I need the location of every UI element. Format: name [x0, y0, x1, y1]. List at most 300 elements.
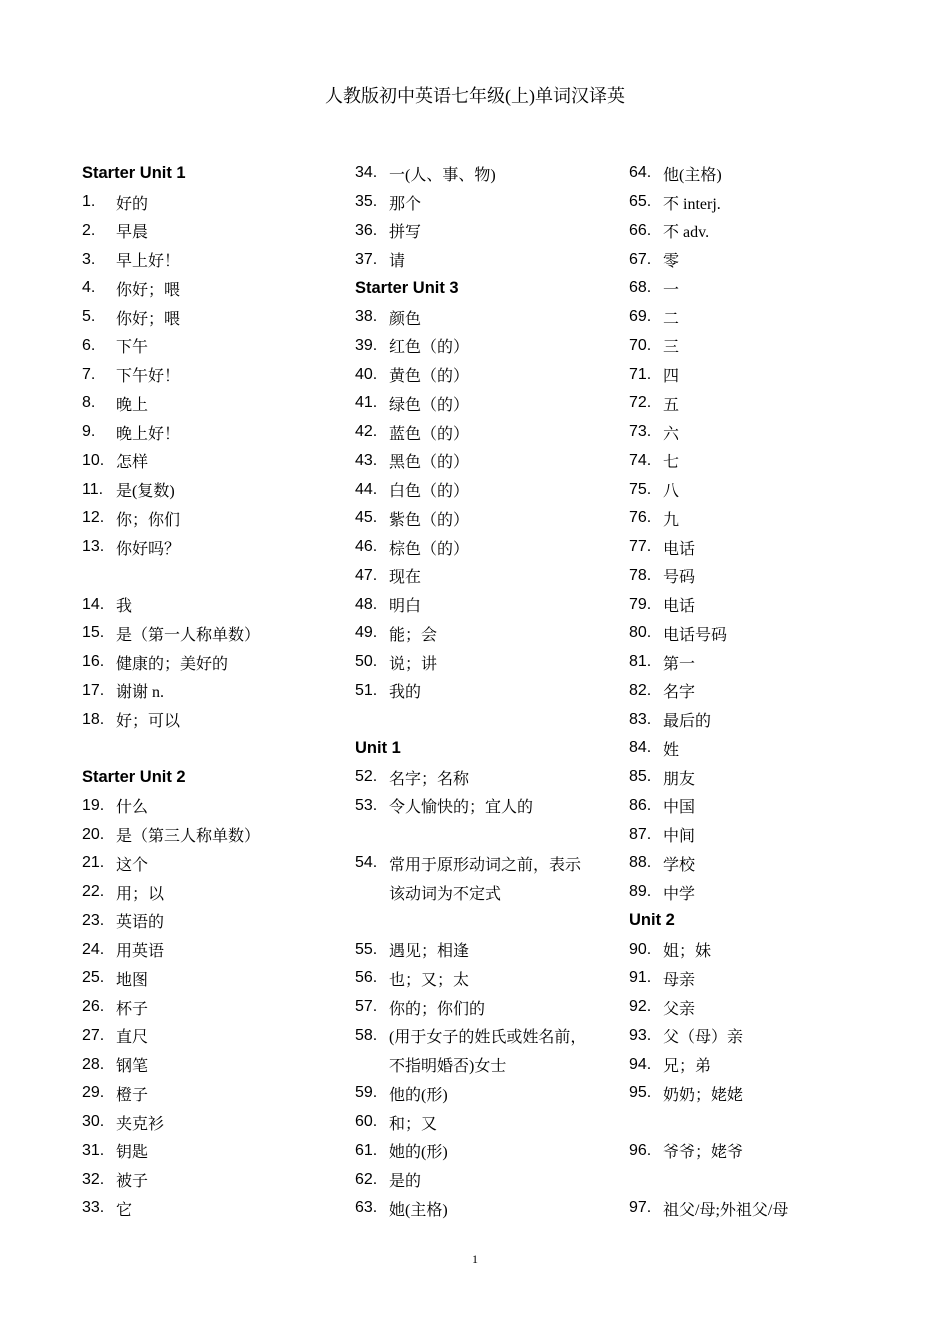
vocab-item [82, 1137, 344, 1166]
vocab-item [82, 274, 344, 303]
vocab-item [629, 734, 891, 763]
item-text: 爷爷；姥爷 [663, 1144, 744, 1162]
item-number: 68. [629, 279, 652, 297]
item-text: 英语的 [116, 914, 165, 932]
blank-line [82, 734, 344, 763]
vocab-item [355, 964, 617, 993]
vocab-item [82, 188, 344, 217]
item-text: 怎样 [116, 454, 149, 472]
item-text: 那个 [389, 195, 422, 213]
item-text: 不 adv. [663, 224, 710, 242]
vocab-item [629, 217, 891, 246]
item-number: 41. [355, 394, 378, 412]
item-number: 55. [355, 940, 378, 958]
item-number: 7. [82, 365, 96, 383]
vocab-item [82, 849, 344, 878]
column-3 [629, 159, 891, 1223]
item-number: 94. [629, 1055, 652, 1073]
item-number: 62. [355, 1170, 378, 1188]
item-text: 该动词为不定式 [389, 885, 502, 903]
item-number: 92. [629, 998, 652, 1016]
item-text: 你；你们 [116, 511, 181, 529]
item-number: 43. [355, 451, 378, 469]
vocab-item [629, 993, 891, 1022]
item-text: 是（第一人称单数） [116, 626, 261, 644]
item-number: 74. [629, 451, 652, 469]
item-number: 32. [82, 1170, 105, 1188]
item-number: 75. [629, 480, 652, 498]
item-number: 80. [629, 624, 652, 642]
item-number: 52. [355, 768, 378, 786]
vocab-item [355, 389, 617, 418]
item-text: 早晨 [116, 224, 149, 242]
item-number: 64. [629, 164, 652, 182]
item-number: 86. [629, 796, 652, 814]
item-text: 八 [663, 483, 680, 501]
item-text: 蓝色（的） [389, 425, 470, 443]
vocab-item [355, 533, 617, 562]
item-text: 你好；喂 [116, 310, 181, 328]
item-number: 66. [629, 221, 652, 239]
vocab-item [629, 332, 891, 361]
blank-line [629, 1108, 891, 1137]
item-text: 奶奶；姥姥 [663, 1086, 744, 1104]
item-text: 母亲 [663, 971, 696, 989]
item-number: 78. [629, 566, 652, 584]
section-heading: Starter Unit 3 [355, 278, 459, 297]
item-number: 90. [629, 940, 652, 958]
vocab-item [629, 648, 891, 677]
document-title: 人教版初中英语七年级(上)单词汉译英 [325, 86, 625, 106]
item-text: 健康的；美好的 [116, 655, 229, 673]
item-text: 黑色（的） [389, 454, 470, 472]
item-number: 61. [355, 1141, 378, 1159]
item-text: 是的 [389, 1173, 422, 1191]
page-number: 1 [472, 1252, 478, 1266]
item-number: 37. [355, 250, 378, 268]
item-text: 电话 [663, 598, 696, 616]
vocab-item [629, 274, 891, 303]
vocab-item [629, 533, 891, 562]
item-number: 42. [355, 423, 378, 441]
vocab-item [82, 878, 344, 907]
vocab-item [629, 303, 891, 332]
item-text: 电话 [663, 540, 696, 558]
item-text: 下午 [116, 339, 149, 357]
item-text: 不 interj. [663, 195, 721, 213]
item-text: 电话号码 [663, 626, 728, 644]
vocab-item [355, 562, 617, 591]
vocab-item [82, 964, 344, 993]
vocab-item [82, 677, 344, 706]
vocab-item [82, 907, 344, 936]
item-text: 拼写 [389, 224, 422, 242]
item-number: 6. [82, 336, 96, 354]
item-number: 67. [629, 250, 652, 268]
vocab-item [355, 418, 617, 447]
item-number: 22. [82, 883, 105, 901]
item-number: 53. [355, 796, 378, 814]
item-number: 40. [355, 365, 378, 383]
item-text: 不指明婚否)女士 [389, 1058, 507, 1076]
item-text: 谢谢 n. [116, 684, 165, 702]
item-text: 用英语 [116, 943, 165, 961]
item-number: 47. [355, 566, 378, 584]
vocab-item [355, 792, 617, 821]
item-text: 红色（的） [389, 339, 470, 357]
item-text: 一(人、事、物) [389, 166, 496, 184]
vocab-item [82, 792, 344, 821]
column-2 [355, 159, 617, 1223]
item-number: 56. [355, 969, 378, 987]
vocab-item [82, 504, 344, 533]
item-text: 这个 [116, 856, 149, 874]
item-text: 绿色（的） [389, 396, 470, 414]
item-number: 23. [82, 911, 105, 929]
item-number: 69. [629, 308, 652, 326]
section-heading: Unit 1 [355, 738, 401, 757]
item-text: (用于女子的姓氏或姓名前， [389, 1029, 587, 1047]
item-text: 她的(形) [389, 1144, 448, 1162]
column-1 [82, 159, 344, 1223]
vocab-item [355, 360, 617, 389]
item-number: 54. [355, 854, 378, 872]
item-text: 颜色 [389, 310, 422, 328]
item-number: 60. [355, 1113, 378, 1131]
vocab-item [82, 1022, 344, 1051]
vocab-item [629, 360, 891, 389]
item-number: 9. [82, 423, 96, 441]
item-text: 说；讲 [389, 655, 438, 673]
vocab-item [629, 590, 891, 619]
item-text: 白色（的） [389, 483, 470, 501]
item-text: 他(主格) [663, 166, 722, 184]
vocab-item [629, 1194, 891, 1223]
item-text: 名字；名称 [389, 770, 470, 788]
vocab-item [629, 562, 891, 591]
item-number: 81. [629, 653, 652, 671]
item-number: 72. [629, 394, 652, 412]
vocab-item [82, 705, 344, 734]
vocab-item [355, 590, 617, 619]
vocab-item [629, 619, 891, 648]
item-number: 19. [82, 796, 105, 814]
item-text: 明白 [389, 598, 422, 616]
item-text: 九 [663, 511, 680, 529]
section-heading: Starter Unit 1 [82, 163, 186, 182]
vocab-item [629, 159, 891, 188]
item-text: 是(复数) [116, 483, 175, 501]
item-text: 夹克衫 [116, 1115, 165, 1133]
item-number: 49. [355, 624, 378, 642]
item-text: 最后的 [663, 713, 712, 731]
vocab-item [355, 1022, 617, 1051]
vocab-item [82, 820, 344, 849]
item-text: 兄；弟 [663, 1058, 712, 1076]
vocab-item [355, 332, 617, 361]
item-number: 35. [355, 193, 378, 211]
vocab-item [629, 677, 891, 706]
item-text: 能；会 [389, 626, 438, 644]
item-number: 38. [355, 308, 378, 326]
vocab-item [82, 217, 344, 246]
vocab-item [82, 1194, 344, 1223]
item-text: 我 [116, 598, 133, 616]
item-text: 父（母）亲 [663, 1029, 744, 1047]
item-text: 七 [663, 454, 680, 472]
section-heading: Unit 2 [629, 911, 675, 930]
item-text: 和；又 [389, 1115, 438, 1133]
vocab-item [629, 475, 891, 504]
item-number: 83. [629, 710, 652, 728]
item-text: 姐；妹 [663, 943, 712, 961]
item-text: 第一 [663, 655, 696, 673]
item-text: 令人愉快的；宜人的 [389, 799, 534, 817]
vocab-item [355, 677, 617, 706]
item-number: 2. [82, 221, 96, 239]
item-text: 零 [663, 253, 680, 271]
item-number: 18. [82, 710, 105, 728]
item-text: 你的；你们的 [389, 1000, 486, 1018]
blank-line [355, 705, 617, 734]
vocab-item [82, 993, 344, 1022]
item-text: 早上好！ [116, 253, 181, 271]
vocab-item [82, 1050, 344, 1079]
item-text: 二 [663, 310, 680, 328]
vocab-item [355, 935, 617, 964]
vocab-item [629, 878, 891, 907]
item-number: 34. [355, 164, 378, 182]
item-text: 中间 [663, 828, 696, 846]
item-number: 33. [82, 1199, 105, 1217]
item-number: 5. [82, 308, 96, 326]
item-text: 我的 [389, 684, 422, 702]
item-text: 中学 [663, 885, 696, 903]
item-text: 直尺 [116, 1029, 149, 1047]
item-text: 朋友 [663, 770, 696, 788]
item-number: 12. [82, 509, 105, 527]
item-text: 三 [663, 339, 680, 357]
vocab-item [355, 619, 617, 648]
item-text: 晚上 [116, 396, 149, 414]
item-number: 95. [629, 1084, 652, 1102]
item-text: 父亲 [663, 1000, 696, 1018]
item-text: 钢笔 [116, 1058, 149, 1076]
item-text: 常用于原形动词之前，表示 [389, 856, 582, 874]
item-number: 50. [355, 653, 378, 671]
item-number: 87. [629, 825, 652, 843]
vocab-item [355, 159, 617, 188]
item-text: 杯子 [116, 1000, 149, 1018]
item-number: 36. [355, 221, 378, 239]
vocab-item [629, 418, 891, 447]
item-text: 用；以 [116, 885, 165, 903]
item-number: 17. [82, 681, 105, 699]
item-text: 下午好！ [116, 368, 181, 386]
item-number: 21. [82, 854, 105, 872]
vocab-item [629, 1022, 891, 1051]
item-text: 什么 [116, 799, 149, 817]
item-number: 51. [355, 681, 378, 699]
item-text: 被子 [116, 1173, 149, 1191]
vocab-item [629, 389, 891, 418]
item-number: 26. [82, 998, 105, 1016]
vocab-item [629, 1079, 891, 1108]
item-number: 29. [82, 1084, 105, 1102]
item-text: 五 [663, 396, 680, 414]
item-text: 橙子 [116, 1086, 149, 1104]
item-number: 15. [82, 624, 105, 642]
item-number: 48. [355, 595, 378, 613]
vocab-item-continuation [355, 1050, 617, 1079]
item-number: 11. [82, 480, 104, 498]
vocab-item [629, 504, 891, 533]
item-number: 8. [82, 394, 96, 412]
vocab-item [629, 1050, 891, 1079]
item-number: 10. [82, 451, 105, 469]
vocab-item [82, 360, 344, 389]
vocab-item [82, 619, 344, 648]
item-text: 它 [116, 1201, 133, 1219]
vocab-item [355, 648, 617, 677]
section-heading: Starter Unit 2 [82, 767, 186, 786]
item-number: 4. [82, 279, 96, 297]
vocab-item [355, 188, 617, 217]
item-number: 25. [82, 969, 105, 987]
item-text: 名字 [663, 684, 696, 702]
item-number: 24. [82, 940, 105, 958]
item-text: 遇见；相逢 [389, 943, 470, 961]
vocab-item [355, 993, 617, 1022]
vocab-item-continuation [355, 878, 617, 907]
item-text: 是（第三人称单数） [116, 828, 261, 846]
item-text: 钥匙 [116, 1144, 149, 1162]
item-number: 73. [629, 423, 652, 441]
item-text: 她(主格) [389, 1201, 448, 1219]
vocab-item [355, 303, 617, 332]
item-number: 93. [629, 1026, 652, 1044]
item-text: 请 [389, 253, 406, 271]
item-number: 27. [82, 1026, 105, 1044]
item-number: 88. [629, 854, 652, 872]
item-text: 你好；喂 [116, 281, 181, 299]
vocab-item [82, 648, 344, 677]
item-text: 地图 [116, 971, 149, 989]
vocab-item [629, 245, 891, 274]
item-text: 棕色（的） [389, 540, 470, 558]
vocab-item [82, 475, 344, 504]
blank-line [355, 820, 617, 849]
vocab-item [82, 1165, 344, 1194]
vocab-item [355, 763, 617, 792]
blank-line [355, 907, 617, 936]
vocab-item [82, 1108, 344, 1137]
vocab-item [82, 332, 344, 361]
item-number: 85. [629, 768, 652, 786]
item-number: 79. [629, 595, 652, 613]
item-number: 71. [629, 365, 652, 383]
item-number: 1. [82, 193, 96, 211]
item-number: 44. [355, 480, 378, 498]
vocab-item [355, 1079, 617, 1108]
item-number: 13. [82, 538, 105, 556]
item-number: 14. [82, 595, 105, 613]
item-number: 39. [355, 336, 378, 354]
item-text: 他的(形) [389, 1086, 448, 1104]
vocab-item [82, 590, 344, 619]
vocab-item [355, 447, 617, 476]
vocab-item [355, 217, 617, 246]
item-number: 45. [355, 509, 378, 527]
vocab-item [82, 935, 344, 964]
item-number: 97. [629, 1199, 652, 1217]
item-number: 58. [355, 1026, 378, 1044]
item-number: 31. [82, 1141, 105, 1159]
vocab-item [82, 303, 344, 332]
item-text: 晚上好！ [116, 425, 181, 443]
vocab-item [355, 849, 617, 878]
vocab-item [82, 533, 344, 562]
item-text: 现在 [389, 569, 422, 587]
vocab-item [629, 820, 891, 849]
item-text: 一 [663, 281, 680, 299]
item-text: 好的 [116, 195, 149, 213]
item-text: 好；可以 [116, 713, 181, 731]
item-text: 祖父/母;外祖父/母 [663, 1201, 789, 1219]
item-number: 84. [629, 739, 652, 757]
blank-line [82, 562, 344, 591]
vocab-item [629, 964, 891, 993]
blank-line [629, 1165, 891, 1194]
vocab-item [629, 1137, 891, 1166]
vocab-item [629, 763, 891, 792]
item-text: 紫色（的） [389, 511, 470, 529]
item-number: 70. [629, 336, 652, 354]
vocab-item [629, 705, 891, 734]
vocab-item [355, 504, 617, 533]
item-number: 77. [629, 538, 652, 556]
item-number: 57. [355, 998, 378, 1016]
item-number: 96. [629, 1141, 652, 1159]
vocab-item [82, 389, 344, 418]
item-text: 六 [663, 425, 680, 443]
item-number: 63. [355, 1199, 378, 1217]
vocab-item [629, 935, 891, 964]
item-number: 65. [629, 193, 652, 211]
vocab-item [355, 245, 617, 274]
vocab-item [355, 1137, 617, 1166]
item-text: 也；又；太 [389, 971, 470, 989]
item-text: 号码 [663, 569, 696, 587]
item-number: 46. [355, 538, 378, 556]
vocab-item [82, 418, 344, 447]
vocab-item [629, 447, 891, 476]
item-text: 中国 [663, 799, 696, 817]
item-text: 姓 [663, 741, 680, 759]
item-number: 89. [629, 883, 652, 901]
item-number: 82. [629, 681, 652, 699]
vocab-item [629, 849, 891, 878]
item-number: 20. [82, 825, 105, 843]
vocab-item [355, 1165, 617, 1194]
vocab-item [82, 447, 344, 476]
item-number: 76. [629, 509, 652, 527]
vocab-item [629, 792, 891, 821]
item-text: 黄色（的） [389, 368, 470, 386]
item-number: 91. [629, 969, 652, 987]
item-number: 16. [82, 653, 105, 671]
vocab-item [355, 475, 617, 504]
